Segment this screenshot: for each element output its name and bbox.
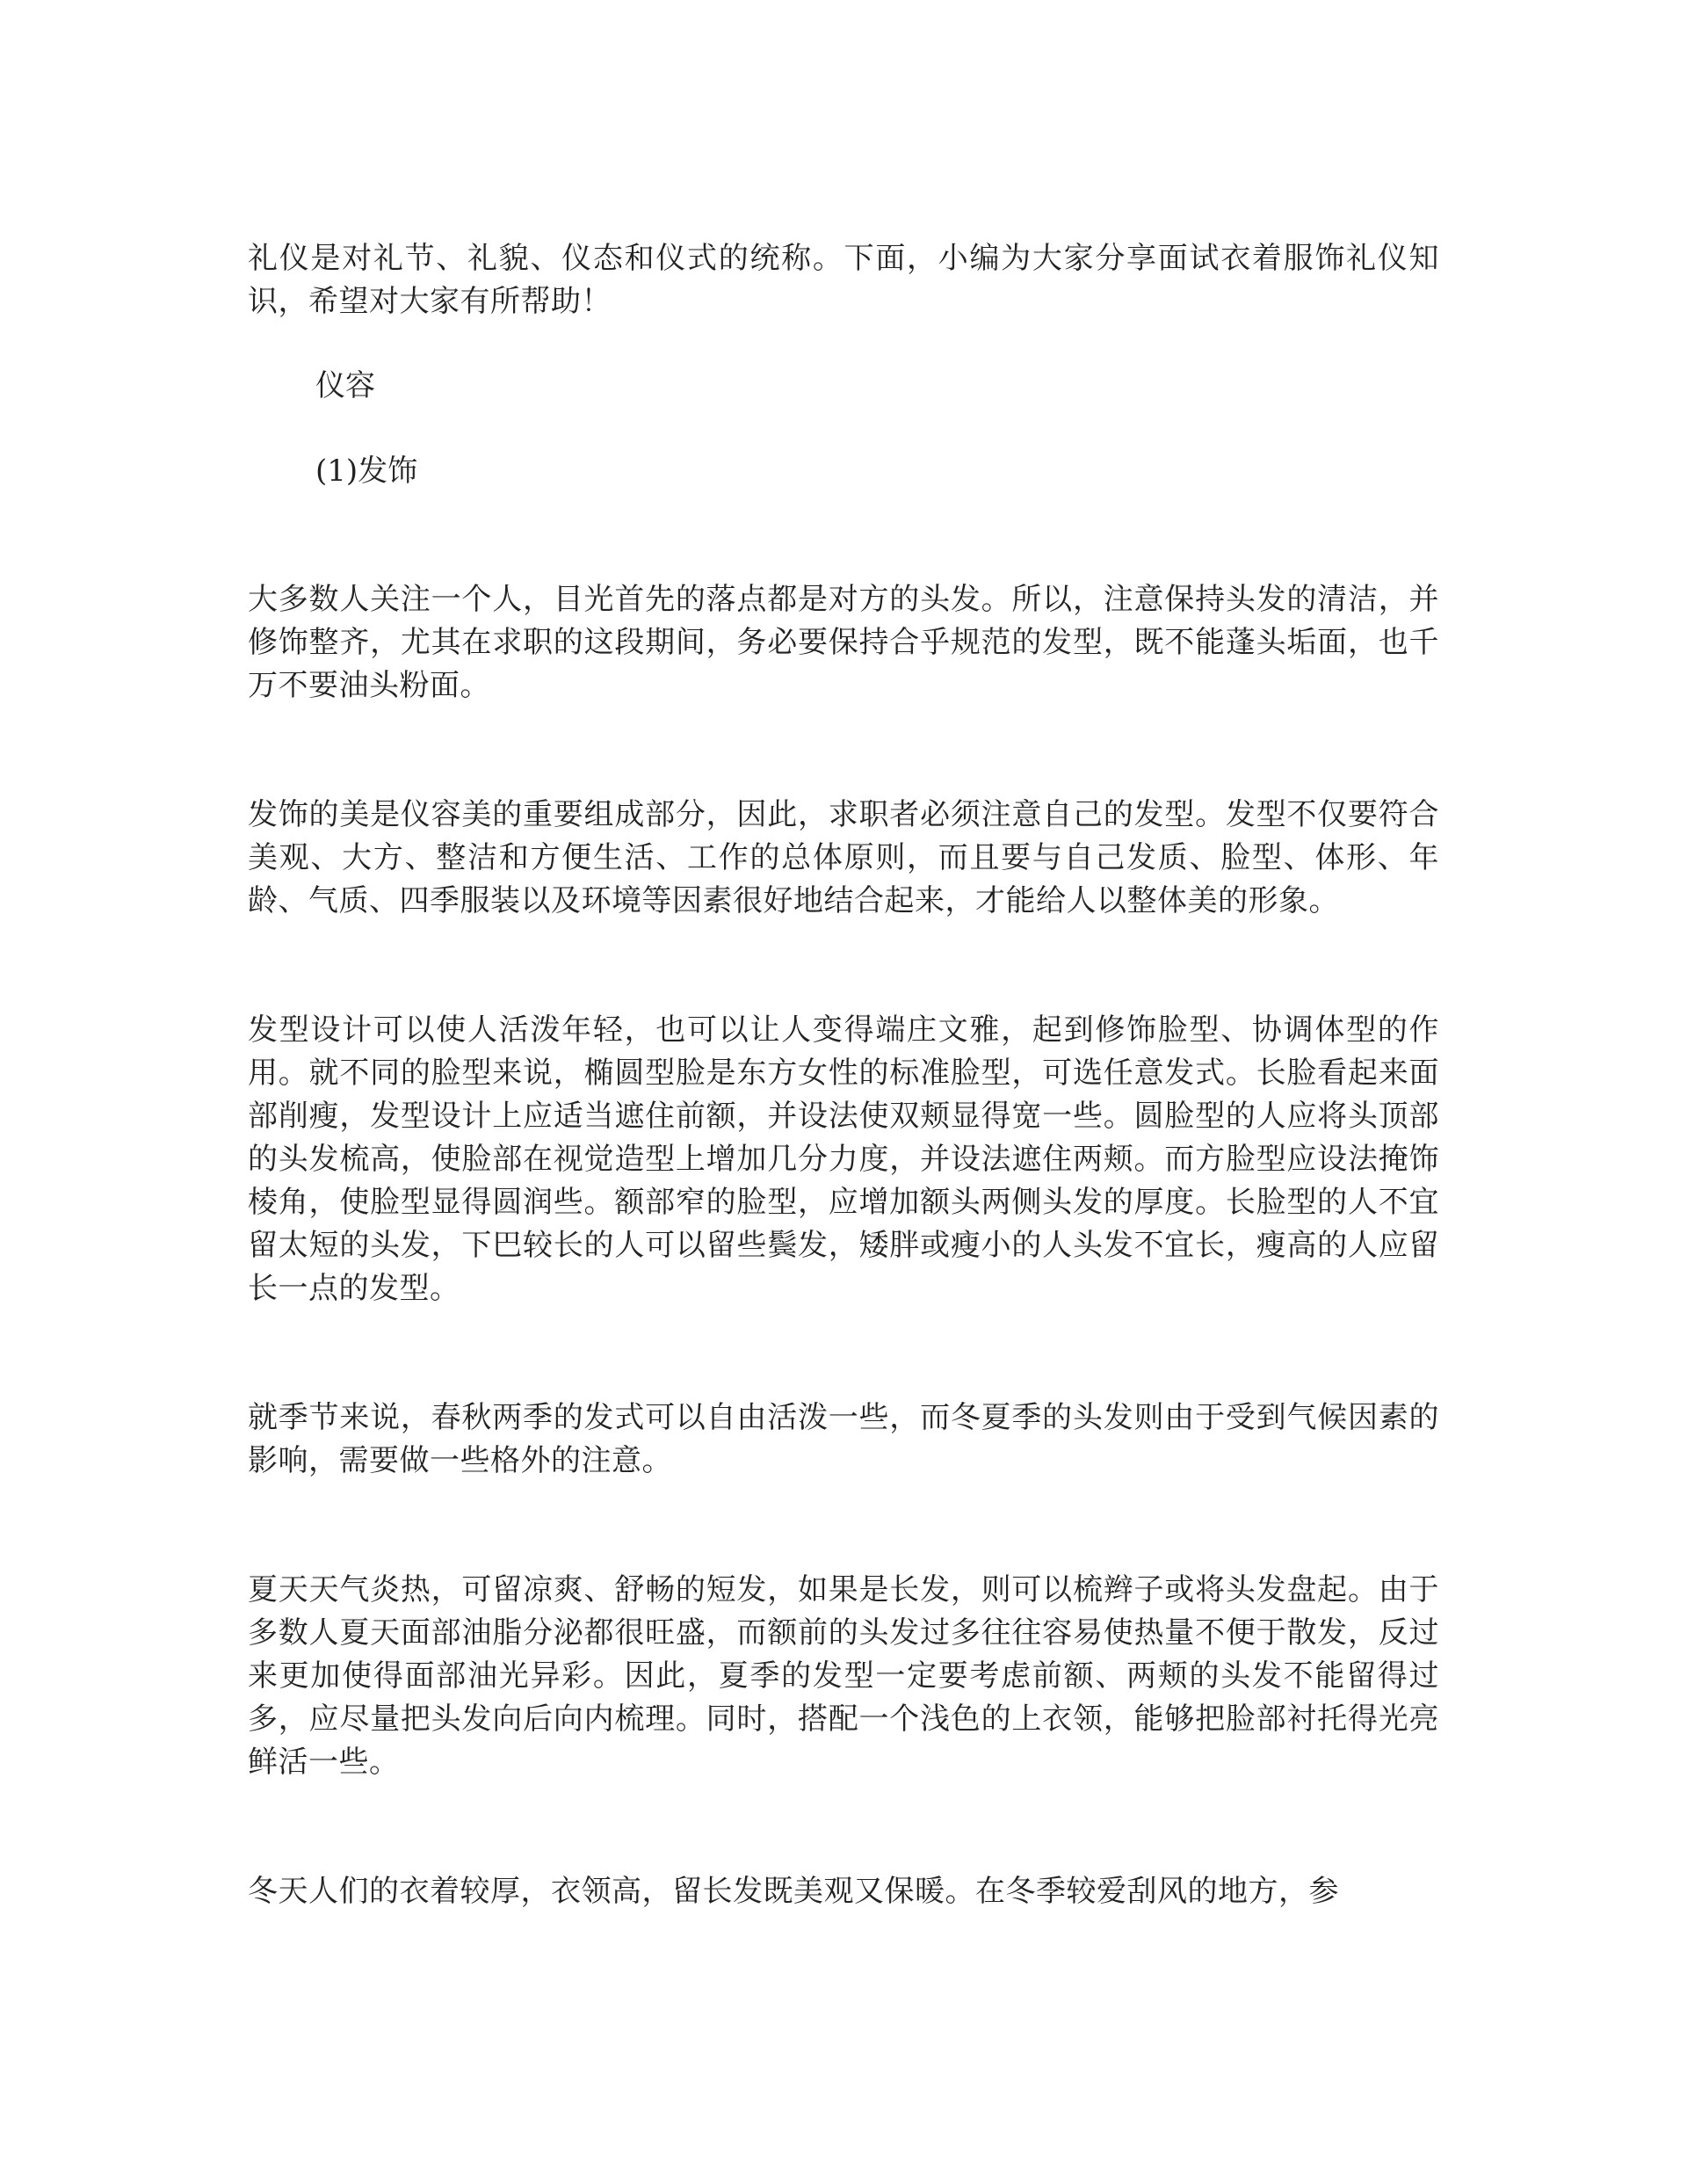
paragraph-winter: 冬天人们的衣着较厚，衣领高，留长发既美观又保暖。在冬季较爱刮风的地方，参 <box>248 1874 1339 1909</box>
paragraph-hair-beauty: 发饰的美是仪容美的重要组成部分，因此，求职者必须注意自己的发型。发型不仅要符合美观、大方、整洁和方便生活、工作的总体原则，而且要与自己发质、脸型、体形、年龄、气质、四季服装以及环境等因素很好地结合起来，才能给人以整体美的形象。 <box>248 797 1439 918</box>
subsection-heading-hair: (1)发饰 <box>315 453 418 489</box>
paragraph-summer: 夏天天气炎热，可留凉爽、舒畅的短发，如果是长发，则可以梳辫子或将头发盘起。由于多数人夏天面部油脂分泌都很旺盛，而额前的头发过多往往容易使热量不便于散发，反过来更加使得面部油光异彩。因此，夏季的发型一定要考虑前额、两颊的头发不能留得过多，应尽量把头发向后向内梳理。同时，搭配一个浅色的上衣领，能够把脸部衬托得光亮鲜活一些。 <box>248 1572 1439 1780</box>
paragraph-hair-design: 发型设计可以使人活泼年轻，也可以让人变得端庄文雅，起到修饰脸型、协调体型的作用。就不同的脸型来说，椭圆型脸是东方女性的标准脸型，可选任意发式。长脸看起来面部削瘦，发型设计上应适当遮住前额，并设法使双颊显得宽一些。圆脸型的人应将头顶部的头发梳高，使脸部在视觉造型上增加几分力度，并设法遮住两颊。而方脸型应设法掩饰棱角，使脸型显得圆润些。额部窄的脸型，应增加额头两侧头发的厚度。长脸型的人不宜留太短的头发，下巴较长的人可以留些鬓发，矮胖或瘦小的人头发不宜长，瘦高的人应留长一点的发型。 <box>248 1012 1439 1306</box>
paragraph-hair-attention: 大多数人关注一个人，目光首先的落点都是对方的头发。所以，注意保持头发的清洁，并修饰整齐，尤其在求职的这段期间，务必要保持合乎规范的发型，既不能蓬头垢面，也千万不要油头粉面。 <box>248 582 1439 703</box>
paragraph-seasons: 就季节来说，春秋两季的发式可以自由活泼一些，而冬夏季的头发则由于受到气候因素的影响，需要做一些格外的注意。 <box>248 1400 1439 1478</box>
intro-paragraph: 礼仪是对礼节、礼貌、仪态和仪式的统称。下面，小编为大家分享面试衣着服饰礼仪知识，希望对大家有所帮助！ <box>248 241 1439 319</box>
document-page <box>248 237 1439 1913</box>
section-heading-appearance: 仪容 <box>315 368 375 403</box>
